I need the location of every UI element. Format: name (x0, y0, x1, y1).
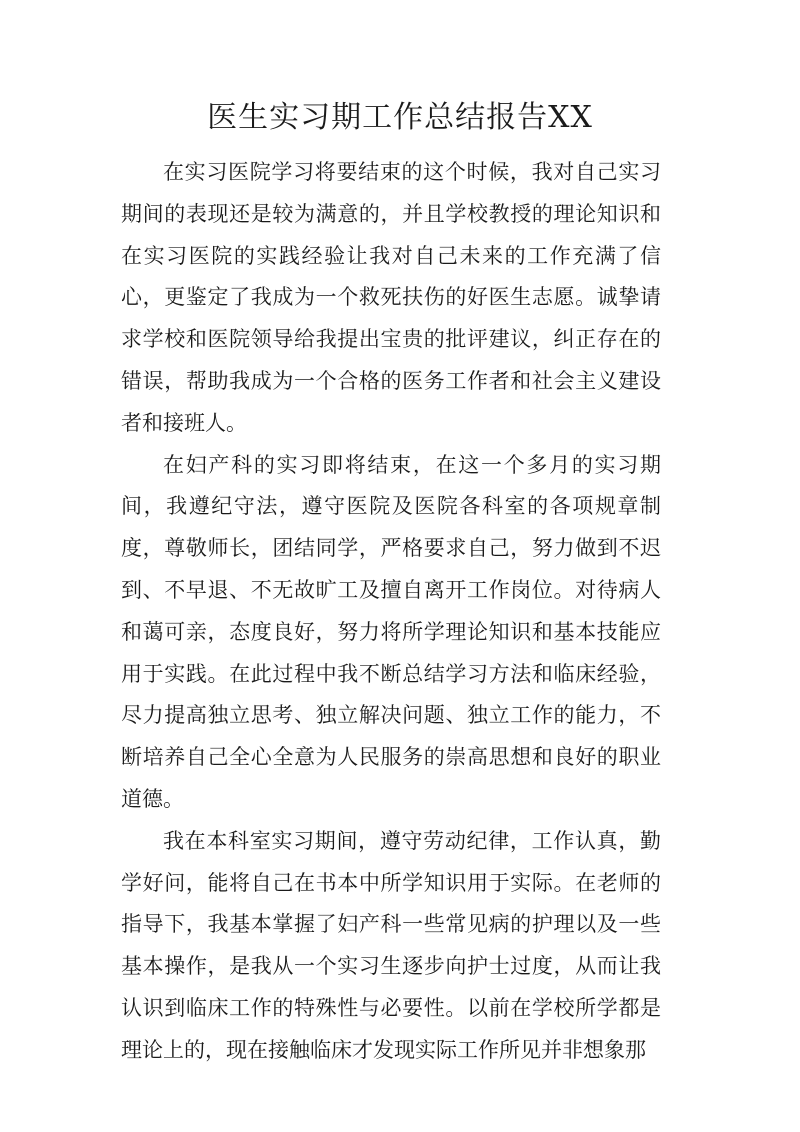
document-title: 医生实习期工作总结报告XX (207, 100, 593, 135)
paragraph-2: 在妇产科的实习即将结束，在这一个多月的实习期间，我遵纪守法，遵守医院及医院各科室的各项规章制度，尊敬师长，团结同学，严格要求自己，努力做到不迟到、不早退、不无故旷工及擅自离开工作岗位。对待病人和蔼可亲，态度良好，努力将所学理论知识和基本技能应用于实践。在此过程中我不断总结学习方法和临床经验，尽力提高独立思考、独立解决问题、独立工作的能力，不断培养自己全心全意为人民服务的崇高思想和良好的职业道德。 (121, 452, 661, 811)
paragraph-1: 在实习医院学习将要结束的这个时候，我对自己实习期间的表现还是较为满意的，并且学校教授的理论知识和在实习医院的实践经验让我对自己未来的工作充满了信心，更鉴定了我成为一个救死扶伤的好医生志愿。诚挚请求学校和医院领导给我提出宝贵的批评建议，纠正存在的错误，帮助我成为一个合格的医务工作者和社会主义建设者和接班人。 (121, 160, 661, 435)
paragraph-3: 我在本科室实习期间，遵守劳动纪律，工作认真，勤学好问，能将自己在书本中所学知识用于实际。在老师的指导下，我基本掌握了妇产科一些常见病的护理以及一些基本操作，是我从一个实习生逐步向护士过度，从而让我认识到临床工作的特殊性与必要性。以前在学校所学都是理论上的，现在接触临床才发现实际工作所见并非想象那 (121, 828, 661, 1062)
document-body (121, 152, 661, 1072)
